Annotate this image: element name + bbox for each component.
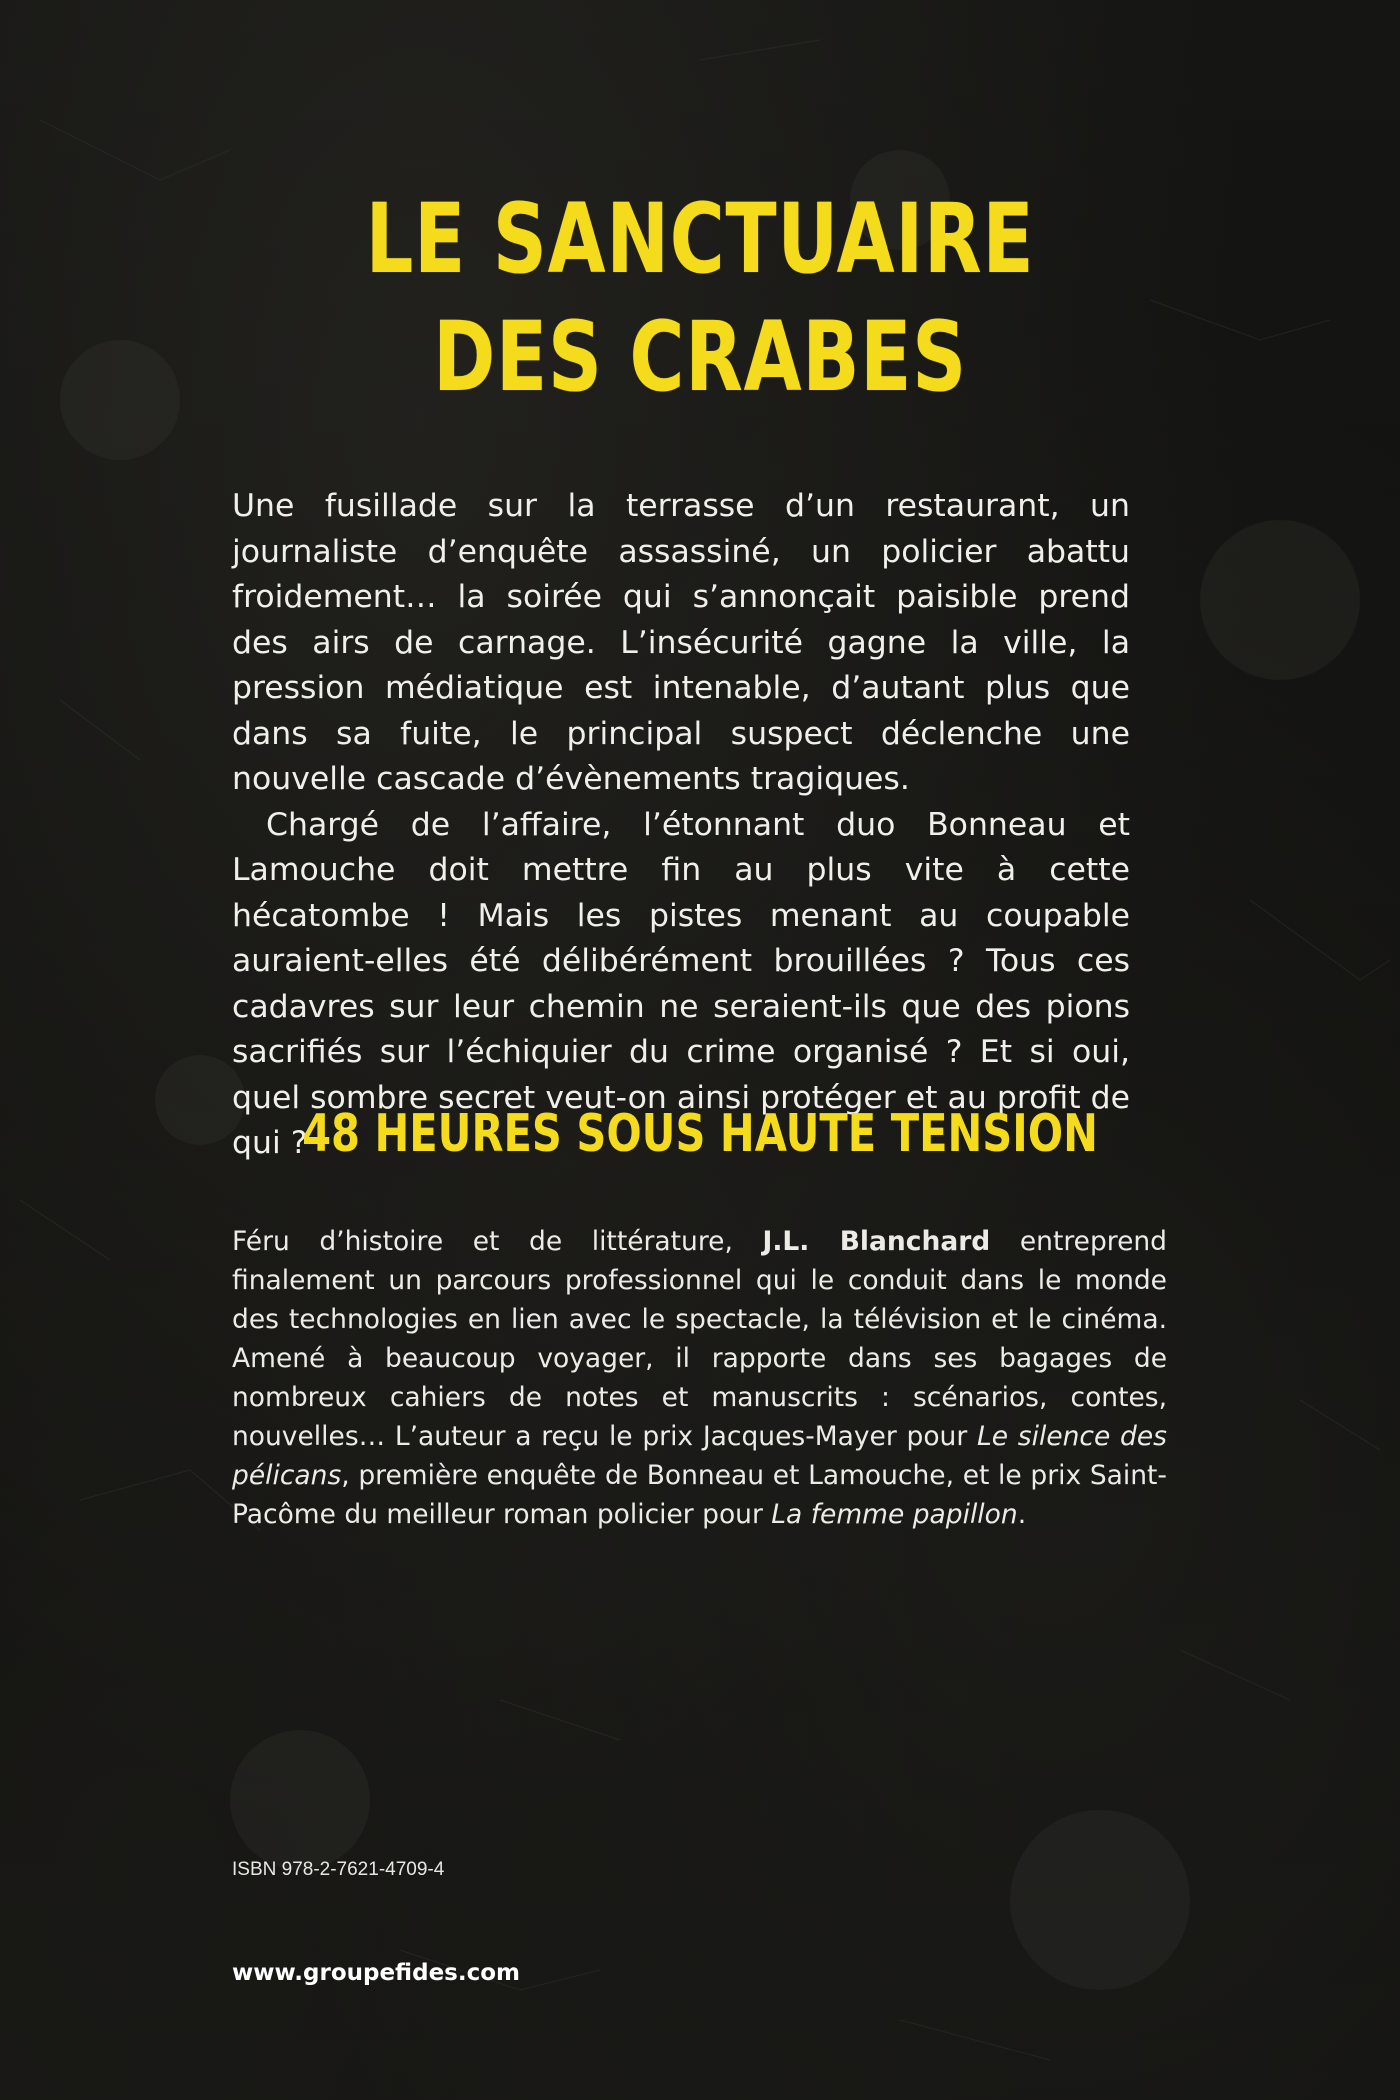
book-title [154,180,1246,416]
synopsis-paragraph-1: Une fusillade sur la terrasse d’un restaurant, un journaliste d’enquête assassiné, un policier abattu froidement… la soirée qui s’annonçait paisible prend des airs de carnage. L’insécurité gagne la ville, la pression médiatique est intenable, d’autant plus que dans sa fuite, le principal suspect déclenche une nouvelle cascade d’évènements tragiques. [232,488,1130,797]
book-title-2: La femme papillon [771,1499,1018,1530]
synopsis [232,484,1130,1167]
publisher-website: www.groupefides.com [232,1960,520,1986]
tagline: 48 HEURES SOUS HAUTE TENSION [302,1104,1098,1164]
book-title-1: Le silence des pélicans [232,1421,1167,1491]
bio-intro: Féru d’histoire et de littérature, [232,1226,763,1257]
synopsis-paragraph-2: Chargé de l’affaire, l’étonnant duo Bonneau et Lamouche doit mettre fin au plus vite à cette hécatombe ! Mais les pistes menant au coupable auraient-elles été délibérément brouillées ? Tous ces cadavres sur leur chemin ne seraient-ils que des pions sacrifiés sur l’échiquier du crime organisé ? Et si oui, quel sombre secret veut-on ainsi protéger et au profit de qui ? [232,806,1130,1161]
author-name: J.L. Blanchard [762,1226,991,1257]
isbn: ISBN 978-2-7621-4709-4 [232,1859,445,1880]
author-bio [232,1222,1167,1534]
title-line-1: LE SANCTUAIRE [365,183,1035,295]
bio-text-1: entreprend finalement un parcours professionnel qui le conduit dans le monde des technologies en lien avec le spectacle, la télévision et le cinéma. Amené à beaucoup voyager, il rapporte dans ses bagages de nombreux cahiers de notes et manuscrits : scénarios, contes, nouvelles… L’auteur a reçu le prix Jacques-Mayer pour [232,1226,1168,1452]
title-line-2: DES CRABES [433,301,967,413]
bio-text-3: . [1017,1499,1027,1530]
bio-text-2: , première enquête de Bonneau et Lamouche, et le prix Saint-Pacôme du meilleur roman policier pour [232,1460,1167,1530]
